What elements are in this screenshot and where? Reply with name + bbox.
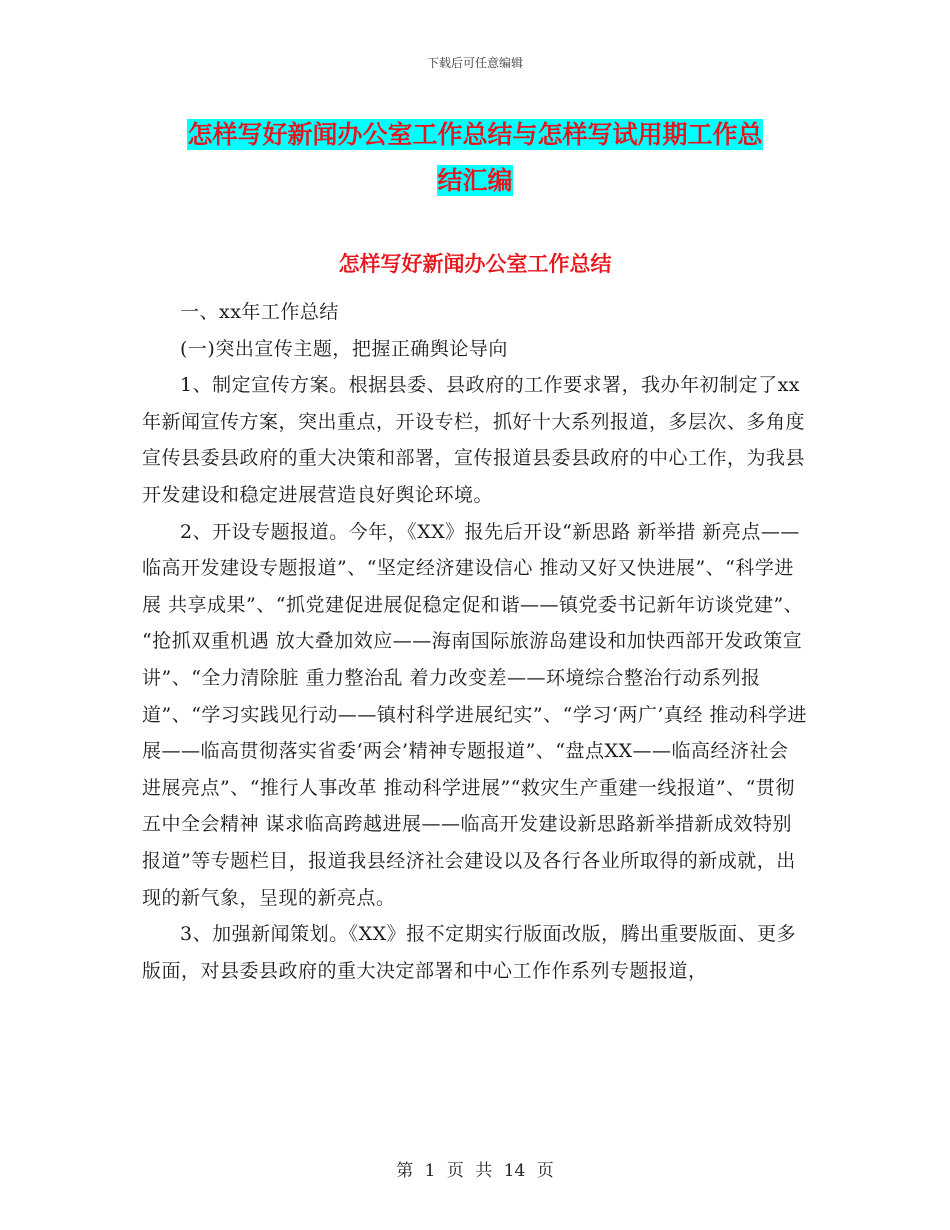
document-title-line-2: 结汇编 (437, 166, 513, 195)
heading-year-summary: 一、xx年工作总结 (180, 301, 339, 323)
header-note: 下载后可任意编辑 (426, 56, 523, 70)
subheading-propaganda-theme: (一)突出宣传主题，把握正确舆论导向 (180, 337, 508, 360)
paragraph-special-reports: 2、开设专题报道。今年，《XX》报先后开设“新思路 新举措 新亮点——临高开发建设专题报道”、“坚定经济建设信心 推动又好又快进展”、“科学进展 共享成果”、“抓党建促进展促稳定促和谐——镇党委书记新年访谈党建”、 “抢抓双重机遇 放大叠加效应——海南国际旅游岛建设和加快西部开发政策宣讲”、“全力清除脏 重力整治乱 着力改变差——环境综合整治行动系列报道”、“学习实践见行动——镇村科学进展纪实”、“学习‘两广’真经 推动科学进展——临高贯彻落实省委‘两会’精神专题报道”、“盘点XX——临高经济社会进展亮点”、“推行人事改革 推动科学进展”“救灾生产重建一线报道”、“贯彻五中全会精神 谋求临高跨越进展——临高开发建设新思路新举措新成效特别报道”等专题栏目，报道我县经济社会建设以及各行各业所取得的新成就，出现的新气象，呈现的新亮点。 (142, 520, 807, 909)
page-footer: 第 1 页 共 14 页 (396, 1161, 554, 1181)
document-title-line-1: 怎样写好新闻办公室工作总结与怎样写试用期工作总 (187, 120, 763, 149)
section-title: 怎样写好新闻办公室工作总结 (338, 252, 612, 276)
document-title (0, 112, 950, 204)
body-text (142, 294, 808, 989)
paragraph-publicity-plan: 1、制定宣传方案。根据县委、县政府的工作要求署，我办年初制定了xx年新闻宣传方案，突出重点，开设专栏，抓好十大系列报道，多层次、多角度宣传县委县政府的重大决策和部署，宣传报道县委县政府的中心工作，为我县开发建设和稳定进展营造良好舆论环境。 (142, 374, 806, 506)
paragraph-news-planning: 3、加强新闻策划。《XX》报不定期实行版面改版，腾出重要版面、更多版面，对县委县政府的重大决定部署和中心工作作系列专题报道， (142, 923, 797, 982)
